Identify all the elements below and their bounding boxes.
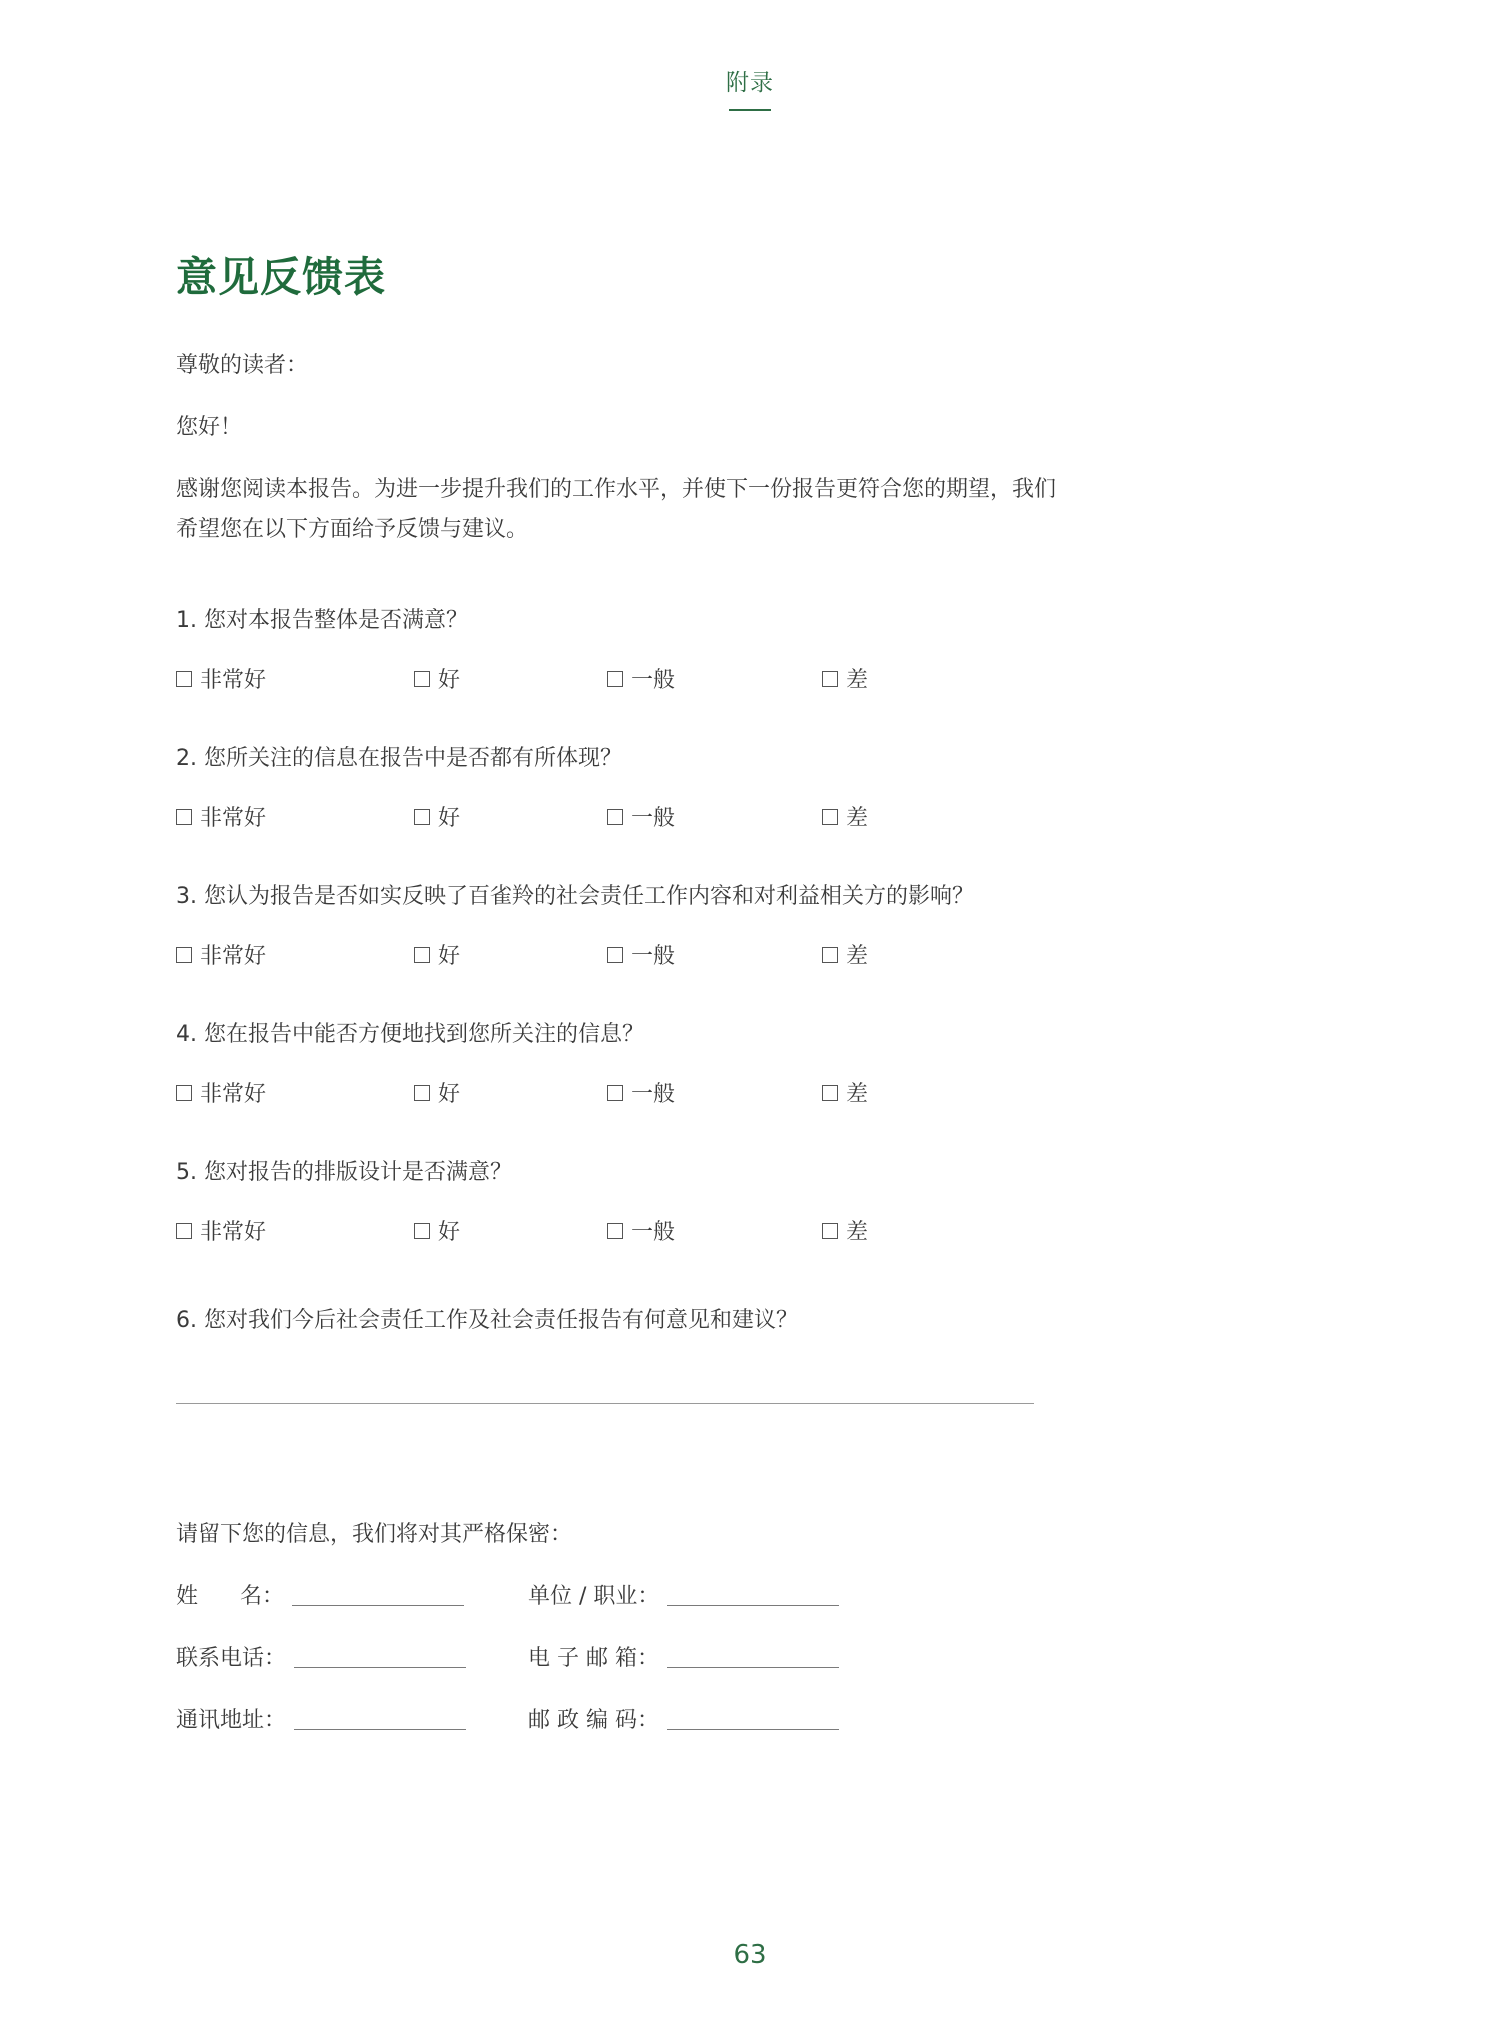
intro-paragraph: 感谢您阅读本报告。为进一步提升我们的工作水平，并使下一份报告更符合您的期望，我们希望您在以下方面给予反馈与建议。 [176,477,1057,542]
checkbox-icon[interactable] [414,809,430,825]
postcode-input-line[interactable] [667,1729,839,1730]
option-q1-average[interactable]: 一般 [607,663,675,694]
option-q2-very-good[interactable]: 非常好 [176,801,266,832]
options-row-3 [176,939,1076,969]
option-q3-very-good[interactable]: 非常好 [176,939,266,970]
address-label: 通讯地址： [176,1708,287,1733]
option-q2-poor[interactable]: 差 [822,801,868,832]
checkbox-icon[interactable] [822,1085,838,1101]
option-q4-very-good[interactable]: 非常好 [176,1077,266,1108]
option-q1-poor[interactable]: 差 [822,663,868,694]
checkbox-icon[interactable] [822,947,838,963]
option-q5-very-good[interactable]: 非常好 [176,1215,266,1246]
question-3: 3. 您认为报告是否如实反映了百雀羚的社会责任工作内容和对利益相关方的影响？ [176,884,974,909]
checkbox-icon[interactable] [414,947,430,963]
checkbox-icon[interactable] [414,671,430,687]
email-label: 电 子 邮 箱： [528,1646,659,1671]
checkbox-icon[interactable] [607,1085,623,1101]
checkbox-icon[interactable] [414,1085,430,1101]
organization-input-line[interactable] [667,1605,839,1606]
checkbox-icon[interactable] [176,671,192,687]
option-q2-average[interactable]: 一般 [607,801,675,832]
checkbox-icon[interactable] [822,671,838,687]
hello-text: 您好！ [176,415,243,440]
option-q5-good[interactable]: 好 [414,1215,460,1246]
postcode-field [528,1703,839,1734]
checkbox-icon[interactable] [607,1223,623,1239]
info-intro-text: 请留下您的信息，我们将对其严格保密： [176,1522,573,1547]
question-4: 4. 您在报告中能否方便地找到您所关注的信息？ [176,1022,644,1047]
address-field [176,1703,466,1734]
checkbox-icon[interactable] [822,1223,838,1239]
question-6: 6. 您对我们今后社会责任工作及社会责任报告有何意见和建议？ [176,1308,798,1333]
checkbox-icon[interactable] [607,671,623,687]
salutation-text: 尊敬的读者： [176,353,309,378]
option-q1-very-good[interactable]: 非常好 [176,663,266,694]
email-field [528,1641,839,1672]
option-q2-good[interactable]: 好 [414,801,460,832]
question-1: 1. 您对本报告整体是否满意？ [176,608,468,633]
options-row-5 [176,1215,1076,1245]
checkbox-icon[interactable] [176,1223,192,1239]
name-label: 姓 名： [176,1584,284,1609]
email-input-line[interactable] [667,1667,839,1668]
checkbox-icon[interactable] [176,809,192,825]
option-q1-good[interactable]: 好 [414,663,460,694]
option-q4-poor[interactable]: 差 [822,1077,868,1108]
checkbox-icon[interactable] [176,1085,192,1101]
page-header [0,64,1500,111]
page-title: 意见反馈表 [176,253,386,301]
option-q3-average[interactable]: 一般 [607,939,675,970]
option-q3-poor[interactable]: 差 [822,939,868,970]
checkbox-icon[interactable] [607,809,623,825]
phone-field [176,1641,466,1672]
address-input-line[interactable] [294,1729,466,1730]
section-title: 附录 [726,70,774,96]
phone-input-line[interactable] [294,1667,466,1668]
name-input-line[interactable] [292,1605,464,1606]
question-5: 5. 您对报告的排版设计是否满意？ [176,1160,512,1185]
header-divider [729,109,771,111]
organization-label: 单位 / 职业： [528,1584,660,1609]
answer-input-line[interactable] [176,1403,1034,1404]
options-row-2 [176,801,1076,831]
option-q4-good[interactable]: 好 [414,1077,460,1108]
options-row-4 [176,1077,1076,1107]
checkbox-icon[interactable] [822,809,838,825]
option-q5-poor[interactable]: 差 [822,1215,868,1246]
option-q4-average[interactable]: 一般 [607,1077,675,1108]
postcode-label: 邮 政 编 码： [528,1708,659,1733]
options-row-1 [176,663,1076,693]
page-number: 63 [733,1940,767,1970]
checkbox-icon[interactable] [607,947,623,963]
question-2: 2. 您所关注的信息在报告中是否都有所体现？ [176,746,622,771]
checkbox-icon[interactable] [176,947,192,963]
name-field [176,1579,464,1610]
organization-field [528,1579,839,1610]
option-q3-good[interactable]: 好 [414,939,460,970]
phone-label: 联系电话： [176,1646,287,1671]
checkbox-icon[interactable] [414,1223,430,1239]
option-q5-average[interactable]: 一般 [607,1215,675,1246]
